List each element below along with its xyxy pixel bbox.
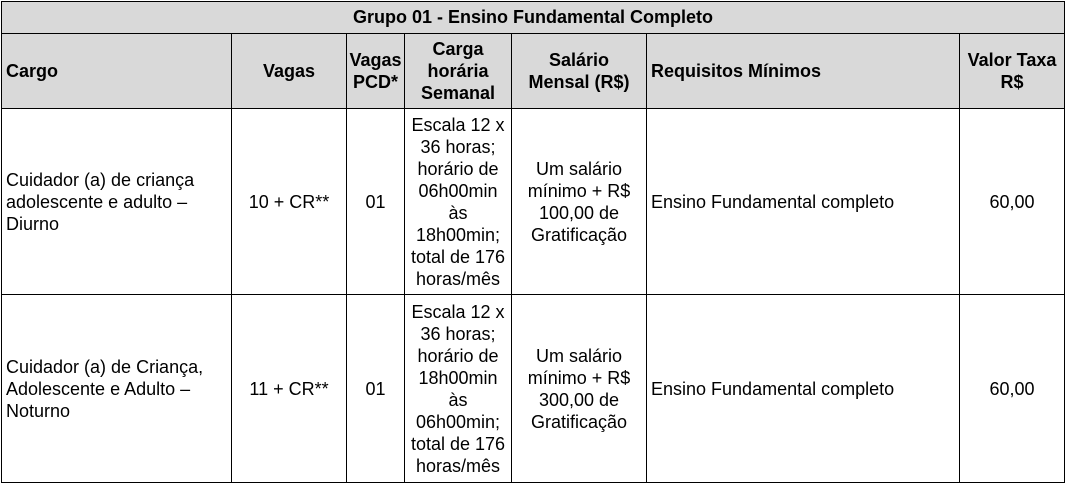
cell-vagas: 10 + CR** <box>232 109 347 295</box>
header-requisitos: Requisitos Mínimos <box>647 34 960 109</box>
header-row <box>2 34 1065 109</box>
cell-vagas-pcd: 01 <box>347 295 405 483</box>
header-valor-taxa: Valor Taxa R$ <box>960 34 1065 109</box>
cell-requisitos: Ensino Fundamental completo <box>647 109 960 295</box>
header-salario: Salário Mensal (R$) <box>512 34 647 109</box>
cell-salario: Um salário mínimo + R$ 300,00 de Gratificação <box>512 295 647 483</box>
cell-valor-taxa: 60,00 <box>960 109 1065 295</box>
cargo-table <box>1 1 1065 483</box>
cell-requisitos: Ensino Fundamental completo <box>647 295 960 483</box>
cell-cargo: Cuidador (a) de Criança, Adolescente e Adulto – Noturno <box>2 295 232 483</box>
cell-vagas: 11 + CR** <box>232 295 347 483</box>
cell-cargo: Cuidador (a) de criança adolescente e adulto – Diurno <box>2 109 232 295</box>
cell-carga-horaria: Escala 12 x 36 horas; horário de 18h00min às 06h00min; total de 176 horas/mês <box>405 295 512 483</box>
cell-valor-taxa: 60,00 <box>960 295 1065 483</box>
table-row <box>2 295 1065 483</box>
group-title: Grupo 01 - Ensino Fundamental Completo <box>2 2 1065 34</box>
table-row <box>2 109 1065 295</box>
cell-carga-horaria: Escala 12 x 36 horas; horário de 06h00min às 18h00min; total de 176 horas/mês <box>405 109 512 295</box>
cell-vagas-pcd: 01 <box>347 109 405 295</box>
cell-salario: Um salário mínimo + R$ 100,00 de Gratificação <box>512 109 647 295</box>
header-carga-horaria: Carga horária Semanal <box>405 34 512 109</box>
header-vagas: Vagas <box>232 34 347 109</box>
header-vagas-pcd: Vagas PCD* <box>347 34 405 109</box>
header-cargo: Cargo <box>2 34 232 109</box>
